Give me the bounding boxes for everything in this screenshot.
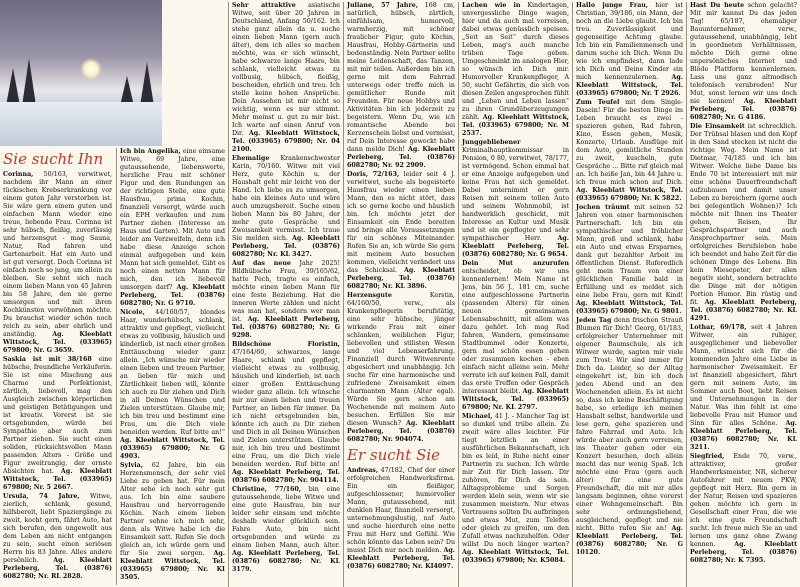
ad-body: 41 J. - Mancher Tag ist so dunkel und trübe allein. Zu zweit wäre alles leichter. Für tiegt letztlich an einer ausführlichen Bekanntschaft, ich bin es leid, in Ruhe nicht einer Partnerin zu suchen. Ich würde mir Zeit für Dich lassen. Dir zuhören, für Dich da sein. Alltagsprobleme und Sorgen werden klein sein, wenn wir sie zusammen meistern. Nur etwas Vertrauens sollten Du aufbringen und etwas Mut, zum Telefon oder gleich zu greifen, um den Zufall etwas nachzuhelfen. Oder willst Du noch länger warten? <box>462 413 569 548</box>
ad-contact: Ag. Kleeblatt Perleberg, Tel. (03876) 6082780; Nr. G 9710. <box>120 284 225 307</box>
tree-silhouette <box>22 58 36 106</box>
ad-body: 47/164/60, schwarzes, lange Haare, schlank und gepflegt, vielleicht etwas zu vollbusig, häuslich und kinderlieb, ist nach einer großen Enttäuschung wieder ganz allein. Ich wünsche mir nur einen lieben und treuen Partner, an lieben für immer. Da ich nicht ortsgebunden bin, könnte ich auch zu Dir ziehen und Dich in all Deinen Wünschen und Zielen unterstützen. Glaube mir, ich bin treu und bestimmt eine Frau, um die Dich viele beneiden werden. Ruf bitte an! <box>232 349 340 468</box>
ad-headline: Bildschöne Floristin, <box>232 341 340 348</box>
section-heading-er-sucht-sie: Er sucht Sie <box>347 446 441 464</box>
ad-headline: Sehr attraktive <box>232 2 296 9</box>
classified-ad <box>462 2 569 138</box>
ad-contact: Ag. Kleeblatt Perleberg, Tel. (03876) 6082780; Nr. KL 4291. <box>690 299 797 322</box>
ad-headline: Michael, <box>462 413 493 420</box>
ad-headline: Ich bin Angelika, <box>120 148 181 155</box>
classified-ad <box>576 317 683 557</box>
ad-headline: Ursula, 74 Jahre, <box>3 493 80 500</box>
ad-headline: Junggebliebener <box>462 139 521 146</box>
ad-contact: Ag. Kleeblatt Wittstock, Tel. (033965) 679800; Nr. KI 3505. <box>120 550 225 581</box>
ad-contact: Ag. Kleeblatt Wittstock, Tel. (033965) 679800; Nr. G 9801. <box>576 300 683 315</box>
ad-body: ist schrecklich. Der Trübsal blasen und den Kopf in den Sand stecken ist nicht die richtige Weg. Mein Name ist Dietmar, 74/185 und ich bin Witwer. Welche liebe Dame bis Ende 70 ist interessiert mit mir eine schöne Dauerfreundschaft aufzubauen und damit unser Leben zu bereichern (gerne auch bei gelegentlich Wohnen)? Ich möchte mit Ihnen ins Theater gehen, Reisen, Ihr Gesprächspartner und auch Ansprechpartner sein. Mein erfolgreiches Berufsleben habe ich beendet und habe Zeit für die schönen Dinge des Lebens. Bin kein Miesepeter, der allen negativ sieht, sondern betrachte die Dinge mit der nötigen Portion Humor. Bin rüstig und fit. <box>690 123 797 306</box>
ad-body: hier ist Christian, 39/186, ein Mann, der noch an die Liebe glaubt. Ich bin treu. Zuverlässigkeit und gegenseitige Achtung glaube. Ich bin ein Familienmensch und darum suche ich Dich. Wenn Du wie ich empfindest, dann lade ich Dich und Deine Kinder ein mich kennenzulernen. <box>576 2 683 81</box>
winter-landscape-photo <box>0 0 162 146</box>
ad-contact: Ag. Kleeblatt Wittstock, Tel. (033965) 679800; Nr. K 5822. <box>576 187 683 202</box>
classified-ad <box>120 309 225 461</box>
classified-ad <box>347 292 455 444</box>
ad-headline: Doris, 72/163, <box>347 171 400 178</box>
ad-contact: Ag. Kleeblatt Perleberg, Tel. (03876) 6082780; Nr. KL 3211. <box>690 420 797 451</box>
classified-ad <box>120 462 225 582</box>
column-7 <box>686 2 800 587</box>
ad-body: denn frischen Strauß Blumen für Dich! Georg, 61/183, erfolgreicher Unternehmer mit eigener Baumschule, als ich Witwer wurde, sagten mir viele zum Trost: Wir sind immer für Dich da. Leider, so der Alltag eingekehrt ist, bin ich doch jeden Abend und an den Wochenenden allein. Es ist nicht so, dass ich keine Beschäftigung habe, so erledige ich meinen Haushalt selbst, handwerkle und lese gern, gehe spazieren und fahre Fahrrad und Auto. Ich würde aber auch gern verreisen, ins Theater gehen oder ein Konzert besuchen, doch allein macht das nur wenig Spaß. Ich möchte eine Frau (gern auch älter) für eine gute Freundschaft, die mit mir alles langsam beginnen, ohne vorerst einer Wohngemeinschaft. Bin sehr ordnungsliebend, ausgleichend, gepflegt und nie nicht. Bitte rufen Sie an! <box>576 317 683 532</box>
classified-ad <box>232 486 340 574</box>
classified-ad <box>690 453 797 565</box>
ad-body: 62 Jahre, bin ein Herzensmensch, der sehr viel Liebe zu geben hat. Für mein Alter sehe ich noch sehr gut aus. Ich bin eine saubere Hausfrau und hervorragende Köchin. Nach einem lieben Partner sehne ich mich sehr, denn als Witwe habe ich die Einsamkeit satt. Rufen Sie doch gleich an, ich würde gern und für Sie zwei sorgen. <box>120 462 225 557</box>
classified-ad <box>232 155 340 259</box>
ad-body: eine einsame Witwe, 69 Jahre, eine gutaussehende, liebenswerte, herzliche Frau mit schöner Figur und den Rundungen an der richtigen Stelle, eine gute Hausfrau, prima Kochin, finanziell versorgt, würde auch ein EPH verkaufen und zum Partner ziehen (Interesse an Haus und Garten). Mit Auto und leider am Verzweifeln, denn ich habe diese Anzeige schon einmal aufgegeben und kein Mann hat sich gemeldet. Gibt es noch einen netten Mann für mich, den ich liebevoll umsorgen darf? <box>120 148 225 291</box>
classified-ad <box>3 493 112 581</box>
tree-silhouette <box>6 68 20 106</box>
ad-body: schon gelacht? Mit mir kannst Du das jeden Tag! 65/187, ehemaliger Bauunternehmer, verw., gutaussehend, unabhängig, lebt in geordneten Verhältnissen, möchte Dich gerne ohne unpersönliches Internet und Blöde Plattform kennenlernen. Lass uns ganz altmodisch telefonisch verabreden! Nur Mut, sonst lernen wir uns doch nie kennen! <box>690 2 797 105</box>
ad-headline: Juliane, 57 Jahre, <box>347 2 418 9</box>
column-1 <box>0 148 115 585</box>
ad-contact: Ag. Kleeblatt Wittstock, Tel. (033965) 679800; Nr. M 2537. <box>462 114 569 137</box>
ad-body: Krankenschwester Karin, 70/160. Witwe mit viel Herz, gute Köchin u. der Haushalt geht mir leicht von der Hand. Ich liebe es zu umsorgen, habe ein kleines Auto und wäre auch umzugsbereit. Suche einen lieben Mann bis 80 Jahre, der mehr gute Gespräche und Zweisamkeit vermisst. Ich traue Sie melden sich. <box>232 155 340 242</box>
ad-contact: Ag. Kleeblatt Perleberg, Tel. (03876) 6082780; Nr. 904074. <box>347 420 455 443</box>
ad-body: 44/160/57, blondes Haar, wunderhübsch, schlank, attraktiv und gepflegt, vielleicht etwas zu vollbusig, häuslich und kinderlieb, ist nach einer großen Enttäuschung wieder ganz allein. „Ich wünsche mir wieder einen lieben und treuen Partner, an lieben für mich und Zärtlichkeit lieben will, könnte ich auch zu Dir ziehen und Dich in all Deinen Wünschen und Zielen unterstützen. Glaube mir, ich bin treu und bestimmt eine Frau, um die Dich viele beneiden werden. Ruf bitte an!“ <box>120 309 225 436</box>
ad-contact: Ag. Kleeblatt Wittstock, Tel. (033965) 679800; Nr. T 2926. <box>576 74 683 97</box>
ad-contact: Ag. Kleeblatt Wittstock, Tel. (033965) 679800; Nr. G 4903. <box>120 437 225 460</box>
ad-contact: Ag. Kleeblatt Perleberg, Tel. (03876) 6082780; Nr. KL 3427. <box>232 235 340 258</box>
ad-headline: Lothar, 69/178, <box>690 324 747 331</box>
ad-headline: Andreas, <box>347 467 379 474</box>
classified-ad <box>232 260 340 340</box>
ad-contact: Ag. Kleeblatt Perleberg, Tel. (03876) 6082780; Nr. 904114. <box>232 469 340 484</box>
ad-body: mit seinen 52 Jahren von einer harmonischen Partnerschaft. Ich bin ein sympathischer und fröhlicher Mann, groß und schlank, habe ein Auto und etwas Ersparnes, dank gut bezahlter Arbeit im öffentlichen Dienst. Ruferedlich geht mein Traum von einer glücklichen Familie bald in Erfüllung und es meldet sich eine liebe Frau, gern mit Kind! <box>576 204 683 299</box>
ad-contact: Ag. Kleeblatt Perleberg, Tel. (03876) 6082780; Nr. G 9654. <box>462 235 569 258</box>
classified-ad <box>690 2 797 122</box>
classified-ad <box>462 413 569 565</box>
ad-body: seit 4 Jahren Witwer, ein ruhiger, ausgeglichener und liebevoller Mann, wünscht sich für die kommenden Jahre eine Liebe in harmonischer Zweisamkeit. Er ist finanziell abgesichert, fährt gern mit seinem Auto, im Sommer auch Boot, liebt Reisen und Unternehmungen in der Natur. Was ihm fehlt ist eine liebevolle Frau mit Humor und Sinn für alles Schöne. <box>690 324 797 427</box>
ad-headline: Hast Du heute <box>690 2 745 9</box>
classified-ad <box>232 2 340 154</box>
ad-contact: Ag. Kleeblatt Perleberg, Tel. (03876) 6082780; Nr. G 4186. <box>690 98 798 121</box>
ad-contact: Ag. Kleeblatt Wittstock, Tel. (033965) 679800; Nr. 04 2100. <box>232 130 340 153</box>
ad-body: Kindertagen, unvergessliche Dinge wagen, hier und da auch mal verreisen, dabei etwas genüsslich speisen. „Seit an Seit“ durch dieses Leben, mag's auch manche trüben Tage geben. Umgeschminkt im analogen Hier, so wünsch ich Dich mir. Humorvoller Krankenpfleger, A 50, sucht Gefährtin, die sich von diesen Zeilen angesprochen fühlt und „Leben und Leben lassen“ zu ihren Grundüberzeugungen zählt. <box>462 2 569 121</box>
ad-headline: Jeden Tag <box>576 317 612 324</box>
ad-body: 50/163, verwitwet, nachdem ihr Mann an einer tückischen Krebserkrankung vor einem guten Jahr verstorben ist. Sie wäre gern einem guten und einfachen Mann wieder eine treue, liebende Frau. Corinna ist sehr hübsch, fleißig, zuverlässig und herzensgut - mag Sauna, Natur, Rad fahren und Gartenarbeit. Hat ein Auto und ist gut versorgt. Doch Corinna ist einfach noch so jung, um allein zu bleiben. Sie sehnt sich nach einem lieben Mann von 45 Jahren bis 58 Jahre, den sie gerne umsorgen und mit ihren Kochkünsten verwöhnen möchte. Du brauchst wieder schön noch reich zu sein, aber ehrlich und anständig. <box>3 171 112 338</box>
classified-ad <box>347 171 455 291</box>
ad-contact: Ag. Kleeblatt Wittstock, Tel. (033965) 679800; Nr. G 3659. <box>3 331 112 354</box>
classified-ad <box>462 139 569 259</box>
classified-ad <box>347 2 455 170</box>
ad-contact: Ag. Kleeblatt Perleberg, Tel. (03876) 6082780; Nr. KI4097. <box>347 547 455 570</box>
ad-contact: Ag. Kleeblatt Perleberg, Tel. (03876) 6082780; Nr. 92 2909. <box>347 146 456 169</box>
tree-silhouette <box>140 62 154 106</box>
ad-body: leider seit 4 J. verwitwet, suche als begeisterte Hausfrau wieder einen lieben Mann, den es nicht stört, dass ich so gerne koche und häuslich bin. Ich möchte jetzt der Einsamkeit ein Ende bereiten und bringe alle Voraussetzungen für ein schönes Miteinander. Rufen Sie an, ich würde Sie gern mit meinem Auto besuchen kommen, vielleicht verändert uns das Schicksal. <box>347 171 456 274</box>
ad-body: asiatische Witwe, seit über 20 Jahren in Deutschland, Anfang 50/162. Ich stehe ganz allein da u. suche einen lieben Mann (gern auch älter), dem ich alles so machen möchte, was er sich wünscht, habe schwarze lange Haare, bin schlank, vielleicht etwas zu vollbusig, hübsch, fleißig, bescheiden, ehrlich und treu. Ich stelle keine hohen Ansprüche. Dein Aussehen ist mir nicht so wichtig, wenn es nur stimmt. Mehr meinst u. gut zu mir bist. Ich warte auf einen Anruf von Dir. <box>232 2 341 137</box>
ad-body: bin eine gutaussehende, liebe Witwe und eine gute Hausfrau, bin nur leider sehr einsam und möchte deshalb wieder glücklich sein. Fahre Auto, bin nicht ortsgebunden und würde zu einem lieben Mann, auch älter. <box>232 486 340 549</box>
ad-headline: Saskia ist mit 38/168 <box>3 356 92 363</box>
ad-body: Jahr 2025! Bildhübsche Frau, 39/165/62, hatte Pech, tragte es einfach, möchte einen lieben Mann für eine feste Beziehung. Hat die inneren Werte zählen und nicht was man hat, sondern wer man ist. <box>232 260 340 323</box>
classified-ad <box>690 324 797 452</box>
ad-contact: Ag. Kleeblatt Wittstock, Tel. (033965) 679800; Nr. KL 2797. <box>462 388 570 411</box>
ad-body: Ende 70, verw., attraktiver, großer Handwerksmeister, NR, sicherer Autofahrer mit neuem PKW, gepflegt mit Herz. Bin gern in der Natur, Reisen und spazieren gehen möchte ich gern in Gesellschaft einer Frau, die wie ich eine gute Freundschaft sucht. Ich freue mich Sie an und lernen uns ganz ohne Zwang kennen. <box>690 453 797 548</box>
ad-headline: Siegfried, <box>690 453 725 460</box>
sun-glow <box>80 58 102 80</box>
ad-contact: Ag. Kleeblatt Wittstock, Tel. (033965) 679800; Nr. K5084. <box>462 549 569 564</box>
classified-ad <box>690 123 797 323</box>
column-2 <box>116 148 228 585</box>
classified-ad <box>576 2 683 98</box>
column-6 <box>572 2 686 587</box>
ad-body: 168 cm, natürlich, hübsch, zärtlich, einfühlsam, humorvoll, warmherzig, mit schöner fraulicher Figur, gute Köchin, Hausfrau, Hobby-Gärtnerin und bodenständig. Nein Partner sollte meine Leidenschaft, das Tanzen, mit mir teilen. Außerdem bin ich gerne mit dem Fahrrad unterwegs oder treffe mich in gemütlicher Runde mit Freunden. Für neue Hobbys und Aktivitäten bin ich jederzeit zu begeistern. Wenn Du, wie ich romantische Abende bei Kerzenschein liebst und vermisst, ruf Dein Interesse geweckt habe dann melde Dich! <box>347 2 455 153</box>
ad-headline: Die Einsamkeit <box>690 123 745 130</box>
ad-headline: Jochen träumt <box>576 204 630 211</box>
ad-headline: Corinna, <box>3 171 34 178</box>
ad-body: entscheidet, ob wir uns kennenlernen! Mein Name ist Jens, bin 56 J., 181 cm, suche eine aufgeschlossene Partnerin (passenden Alters) für einen neuen gemeinsamen Lebensabschnitt, mit allem was dazu gehört. Ich mag Rad fahren, Wandern, gemeinsame Stadtbummel oder Konzerte, gern mal schön essen gehen oder zusammen kochen - eben einfach nicht alleine sein. Mehr verrate ich auf keinen Fall, damit das erste Treffen oder Gespräch interessant bleibt. <box>462 268 569 395</box>
ad-contact: Ag. Kleeblatt Perleberg, Tel. (03876) 6082780; Nr. KL 3179. <box>232 550 340 573</box>
section-heading-sie-sucht-ihn: Sie sucht Ihn <box>3 150 104 168</box>
classified-ad <box>3 356 112 492</box>
ad-contact: Ag. Kleeblatt Perleberg, Tel. (03876) 6082780; Nr. G 9298. <box>232 316 340 339</box>
ad-contact: Ag. Kleeblatt Perleberg, Tel. (03876) 6082780; Nr. K 7395. <box>690 541 797 564</box>
ad-contact: Ag. Kleeblatt Perleberg, Tel. (03876) 6082780; Nr. G 10120. <box>576 525 683 556</box>
ad-headline: Lachen wie in <box>462 2 521 9</box>
column-3 <box>228 2 343 587</box>
classified-ad <box>232 341 340 485</box>
ad-contact: Ag. Kleeblatt Perleberg, Tel. (03876) 6082780; Nr. RL 2828. <box>3 557 112 580</box>
ad-headline: Zum Teufel <box>576 99 620 106</box>
classified-ad <box>576 99 683 203</box>
classified-ad <box>3 171 112 355</box>
classified-ad <box>120 148 225 308</box>
ad-body: Kerstin, 64/160/50, verw., als Krankenpflegerin berufstätig, eine sehr hübsche, jünger wirkende Frau mit einer schlanken, weiblichen Figur, liebevollen und stilisten Wesen und viel Lebenserfahrung. Finanziell durch Witwenrente abgesichert und unabhängig. Ich suche für eine harmonische und zufriedene Zweisamkeit einen charmanten Mann (Alter egal). Würde Sie gern schon am Wochenende mit meinem Auto besuchen. Erfüllen Sie mir diesen Wunsch? <box>347 292 455 427</box>
ad-body: Witwe, zierlich, schlank, gesund, hilfsbereit, liebt Spaziergänge zu zweit, kocht gern, fährt Auto, hat sich berufen, den ungewollt aus dem Leben am nicht entgangen zu sein, sucht einen seriösen Herrn bis 83 Jahre. Alles andere persönlich. <box>3 493 112 564</box>
column-5 <box>458 2 572 587</box>
ad-headline: Sylvia, <box>120 462 143 469</box>
classified-ad <box>347 467 455 571</box>
ad-body: eine hübsche, freundliche Verkäuferin. Sie ist eine Mischung aus Charme und Perfektionist, zärtlich, liebevoll, mag den Ausgleich zwischen körperlichen und geistigen Betätigungen und ist kreativ. Vorerst ist sie ortsgebunden, würde bei Sympathie aber auch zum Partner ziehen. Sie sucht einen soliden, rücksichtsvollen Mann passenden Alters - Größe und Figur zweitrangig, der ernste Absichten hat. <box>3 356 112 475</box>
ad-headline: Dein Mut anzurufen <box>462 260 569 267</box>
ad-body: mit dem Single-Dasein! Für die besten Dinge im Leben braucht es zwei - spazieren gehen, Rad fahren, Kino, Essen gehen, Musik, Konzerte, Urlaub. Ausflüge mit dem Auto, gemütliche Stunden zu zweit, kuscheln, gute Gespräche ... Bitte ruf gleich mal an. Ich heiße Jan, bin 44 Jahre u. ich freue mich schon auf Dich. <box>576 99 684 186</box>
ad-contact: Ag. Kleeblatt Wittstock, Tel. (033965) 679800; Nr. 5 2667. <box>3 468 113 491</box>
ad-headline: Auf das neue <box>232 260 291 267</box>
snow-field <box>0 102 162 146</box>
ad-headline: Nicole, <box>120 309 145 316</box>
ad-headline: Christine, 77/160, <box>232 486 302 493</box>
ad-contact: Ag. Kleeblatt Perleberg, Tel. (03876) 6082780; Nr. KL 3896. <box>347 267 456 290</box>
classified-ad <box>462 260 569 412</box>
ad-headline: Ehemalige <box>232 155 270 162</box>
ad-body: Kriminalhauptkommissar in Pension, 0 80, verwitwet, 78/177, ist vermögend. Schon einmal hat er eine Anzeige aufgegeben und keine Frau hat sich gemeldet. Dabei unternimmt er gern Reisen mit seinem tollen Auto und seinem Wohnmobil, ist handwerklich geschickt, mit Interesse an Kultur und Musik und ist ein gepflegter und sehr sympathischer Herr. <box>462 147 569 242</box>
ad-headline: Hallo junge Frau, <box>576 2 649 9</box>
column-4 <box>343 2 458 587</box>
ad-body: 47/182, Chef der einer erfolgreichen Handwerksfirma. Ein ein fleißiger, aufgeschlossener, humorvoller Mann, gutaussehend, mit dunklen Haar, finanziell versorgt, unternehmungslustig, naf Auto und suche hierdurch eine nette Frau mit Herz und Gefühl. Wie schön könnte das Leben sein? Du musst Dich nur noch melden. <box>347 467 455 554</box>
ad-headline: Herzensgute <box>347 292 392 299</box>
classified-ad <box>576 204 683 316</box>
